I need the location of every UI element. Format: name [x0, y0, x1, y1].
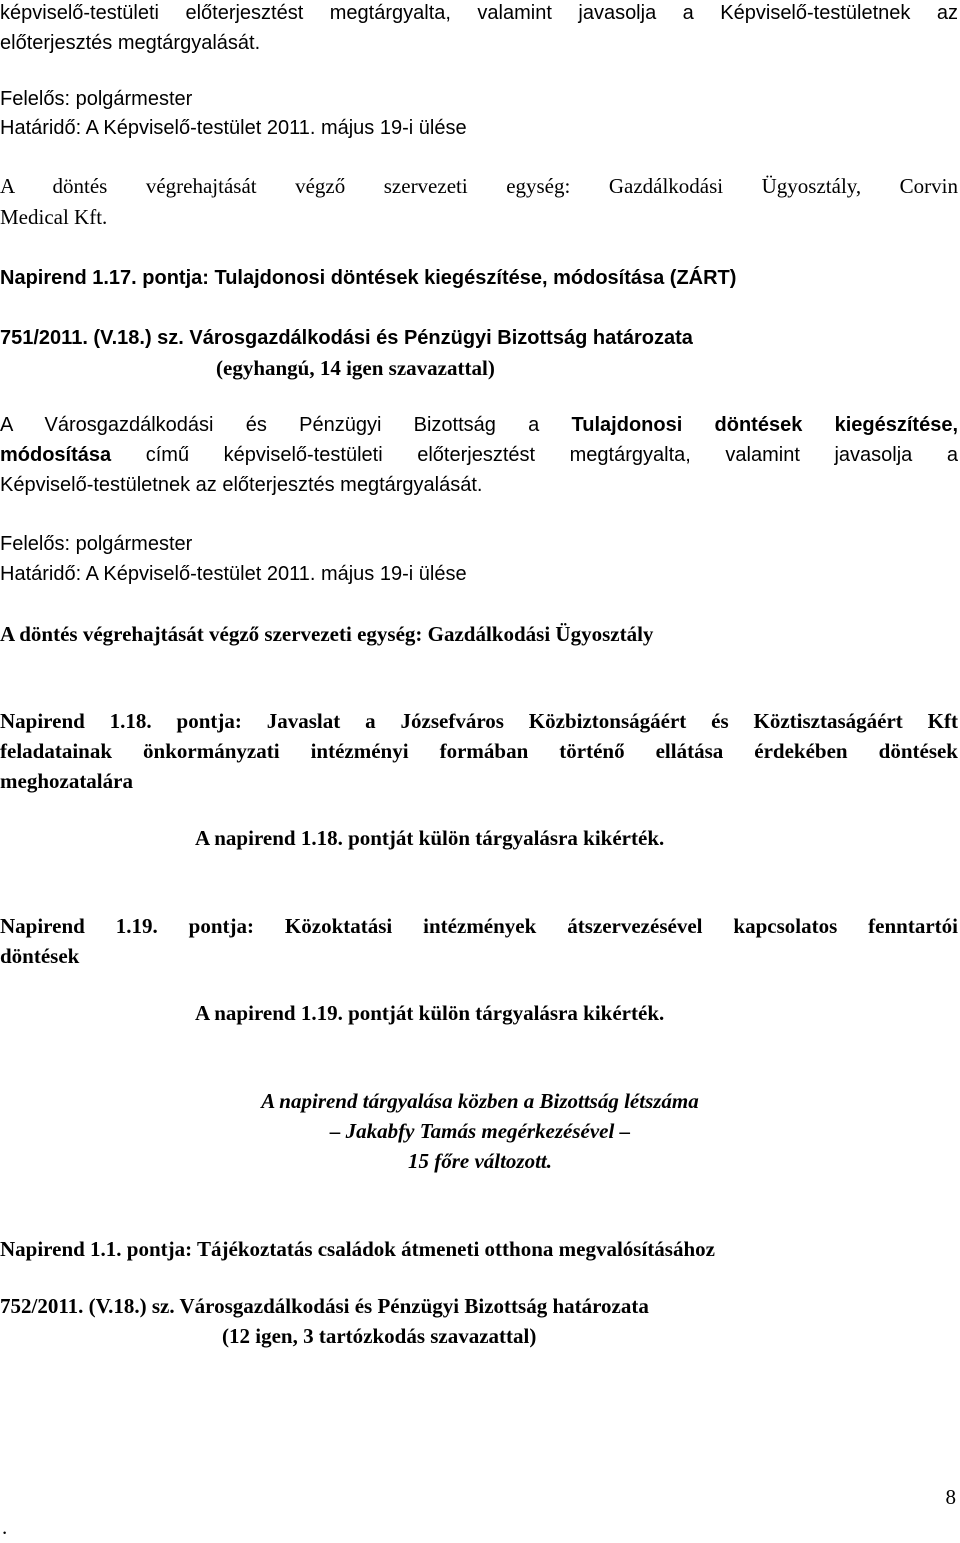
agenda-heading: meghozatalára — [0, 769, 133, 793]
paragraph-line: Képviselő-testületnek az előterjesztés megtárgyalását. — [0, 474, 483, 496]
deadline-line: Határidő: A Képviselő-testület 2011. május 19-i ülése — [0, 117, 467, 139]
agenda-heading: döntések — [0, 944, 80, 968]
agenda-note: A napirend 1.19. pontját külön tárgyalásra kikérték. — [195, 1001, 665, 1025]
paragraph-bold-text: módosítása — [0, 444, 112, 466]
executing-unit-line: A döntés végrehajtását végző szervezeti egység: Gazdálkodási Ügyosztály, Corvin — [0, 174, 958, 198]
paragraph-text: című képviselő-testületi előterjesztést megtárgyalta, valamint javasolja a — [111, 444, 958, 466]
page-number: 8 — [945, 1485, 956, 1509]
quorum-note: 15 főre változott. — [407, 1149, 553, 1173]
paragraph-text: A Városgazdálkodási és Pénzügyi Bizottság a — [0, 414, 572, 436]
resolution-number: 751/2011. (V.18.) sz. Városgazdálkodási és Pénzügyi Bizottság határozata — [0, 327, 693, 349]
agenda-heading: Napirend 1.1. pontja: Tájékoztatás családok átmeneti otthona megvalósításához — [0, 1237, 715, 1261]
deadline-line: Határidő: A Képviselő-testület 2011. május 19-i ülése — [0, 563, 467, 585]
agenda-heading: feladatainak önkormányzati intézményi formában történő ellátása érdekében döntések — [0, 739, 958, 763]
quorum-note: A napirend tárgyalása közben a Bizottság létszáma — [261, 1089, 699, 1113]
agenda-heading: Napirend 1.17. pontja: Tulajdonosi döntések kiegészítése, módosítása (ZÁRT) — [0, 267, 737, 289]
responsible-line: Felelős: polgármester — [0, 533, 193, 555]
quorum-note: – Jakabfy Tamás megérkezésével – — [329, 1119, 631, 1143]
executing-unit-line: Medical Kft. — [0, 205, 108, 229]
agenda-heading: Napirend 1.19. pontja: Közoktatási intézmények átszervezésével kapcsolatos fenntartói — [0, 914, 958, 938]
resolution-title — [0, 327, 693, 350]
paragraph-line — [0, 414, 958, 437]
paragraph-line — [0, 444, 958, 467]
vote-line: (12 igen, 3 tartózkodás szavazattal) — [222, 1324, 537, 1348]
footer-dot: . — [2, 1515, 8, 1539]
paragraph-bold-text: Tulajdonosi döntések kiegészítése, — [571, 414, 958, 436]
executing-unit-line: A döntés végrehajtását végző szervezeti egység: Gazdálkodási Ügyosztály — [0, 622, 654, 646]
paragraph-line: képviselő-testületi előterjesztést megtárgyalta, valamint javasolja a Képviselő-testületnek az — [0, 2, 958, 24]
agenda-note: A napirend 1.18. pontját külön tárgyalásra kikérték. — [195, 826, 665, 850]
responsible-line: Felelős: polgármester — [0, 88, 193, 110]
agenda-heading: Napirend 1.18. pontja: Javaslat a Józsefváros Közbiztonságáért és Köztisztaságáért Kft — [0, 709, 958, 733]
resolution-title: 752/2011. (V.18.) sz. Városgazdálkodási és Pénzügyi Bizottság határozata — [0, 1294, 649, 1318]
vote-line: (egyhangú, 14 igen szavazattal) — [216, 356, 495, 380]
paragraph-line: előterjesztés megtárgyalását. — [0, 32, 261, 54]
